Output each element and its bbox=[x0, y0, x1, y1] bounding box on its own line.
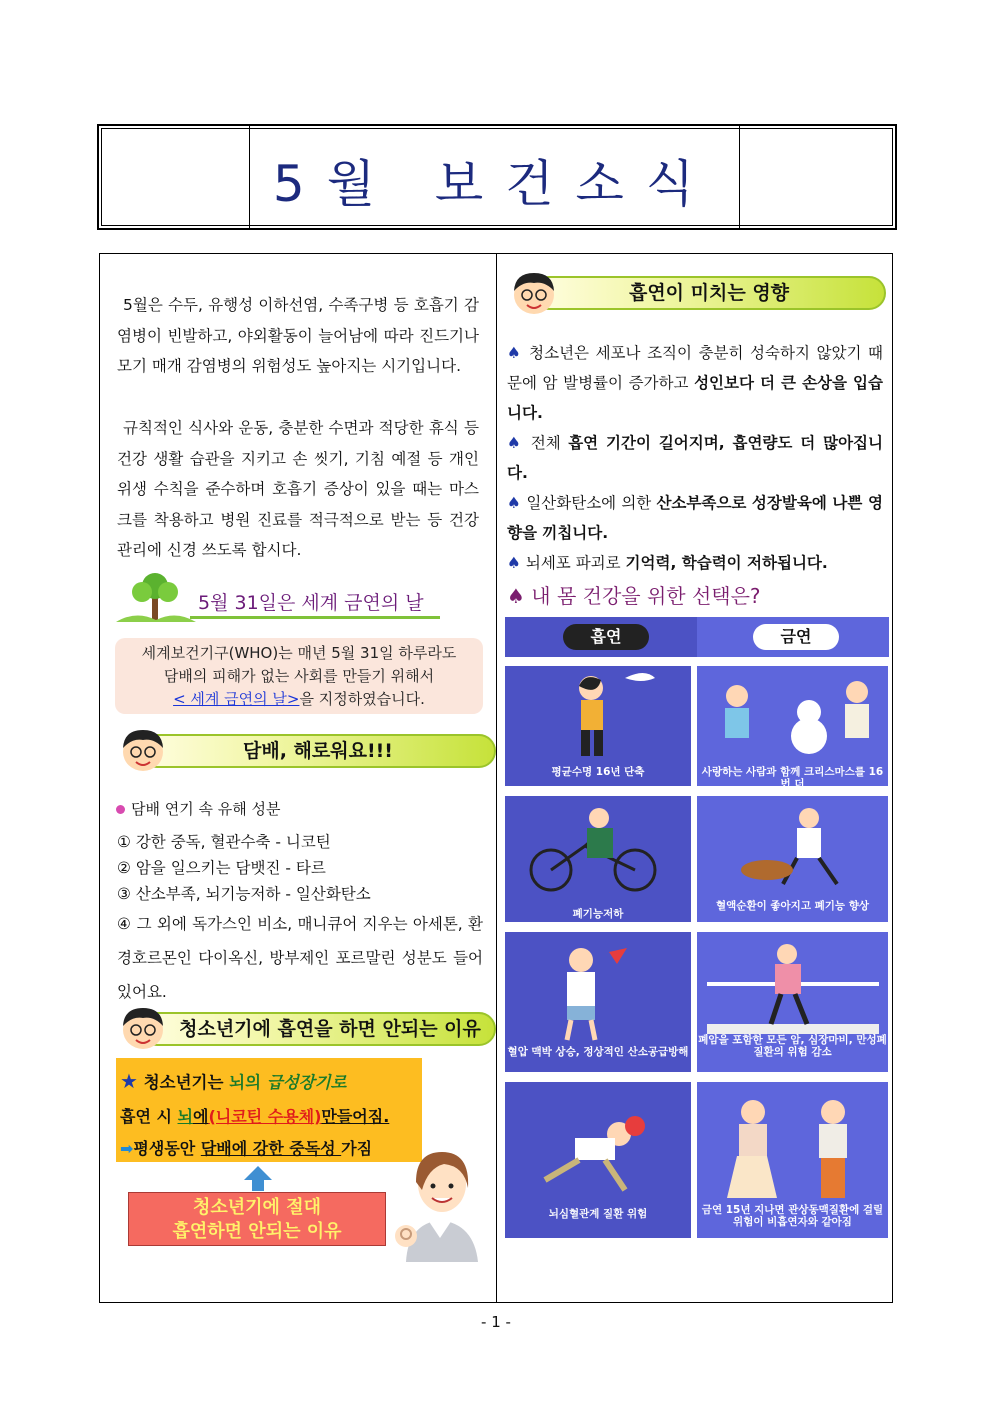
intro-paragraph-2: 규칙적인 식사와 운동, 충분한 수면과 적당한 휴식 등 건강 생활 습관을 지키고 손 씻기, 기침 예절 등 개인위생 수칙을 준수하며 호흡기 증상이 있을 때는 마스크를 착용하고 병원 진료를 적극적으로 받는 등 건강관리에 신경 쓰도록 합시다. bbox=[117, 419, 479, 559]
effect-bullet-3 bbox=[507, 488, 883, 548]
harmful-heading-row bbox=[116, 798, 280, 819]
nurse-illustration-icon bbox=[388, 1138, 494, 1262]
spade-icon: ♠ bbox=[507, 434, 524, 452]
effect-bullet-1 bbox=[507, 338, 883, 428]
smoking-caption-1: 평균수명 16년 단축 bbox=[551, 766, 645, 778]
student-avatar-icon bbox=[114, 1000, 172, 1058]
smoking-caption-4: 뇌심혈관계 질환 위험 bbox=[548, 1208, 648, 1220]
orange-line-3c: 가짐 bbox=[341, 1139, 373, 1158]
effect-bullet-2 bbox=[507, 428, 883, 488]
spade-icon: ♠ bbox=[507, 494, 522, 512]
quit-panel-3 bbox=[697, 932, 888, 1072]
orange-line-2d: (니코틴 수용체) bbox=[208, 1107, 322, 1126]
teen-banner-title: 청소년기에 흡연을 하면 안되는 이유 bbox=[179, 1018, 481, 1040]
effect-bullet-1b: 성인보다 더 큰 손상을 입습니다. bbox=[507, 374, 883, 422]
no-smoking-day-title: 5월 31일은 세계 금연의 날 bbox=[198, 592, 424, 614]
who-info-text bbox=[115, 642, 483, 711]
fallen-person-illustration-icon bbox=[505, 1082, 691, 1202]
who-line-2: 담배의 피해가 없는 사회를 만들기 위해서 bbox=[163, 667, 435, 685]
harmful-item-2: ② 암을 일으키는 담뱃진 - 타르 bbox=[117, 859, 326, 877]
effect-bullet-4 bbox=[507, 548, 883, 578]
effect-bullet-1a: 청소년은 세포나 조직이 충분히 성숙하지 않았기 때문에 암 발병률이 증가하고 bbox=[507, 344, 883, 392]
spade-icon: ♠ bbox=[507, 584, 525, 608]
quit-panel-1 bbox=[697, 666, 888, 790]
spade-icon: ♠ bbox=[507, 344, 523, 362]
orange-line-1b: 뇌의 bbox=[229, 1073, 267, 1092]
harmful-banner-title: 담배, 해로워요!!! bbox=[243, 740, 393, 762]
orange-line-1c: 급성장기로 bbox=[266, 1073, 347, 1092]
orange-line-1a: 청소년기는 bbox=[143, 1073, 230, 1092]
quit-caption-2: 혈액순환이 좋아지고 폐기능 향상 bbox=[716, 900, 869, 912]
harmful-item-1: ① 강한 중독, 혈관수축 - 니코틴 bbox=[117, 833, 331, 851]
orange-line-1 bbox=[120, 1069, 346, 1093]
choice-title-text: 내 몸 건강을 위한 선택은? bbox=[531, 584, 761, 608]
quit-caption-3: 폐암을 포함한 모든 암, 심장마비, 만성폐질환의 위험 감소 bbox=[698, 1034, 887, 1058]
who-line-1: 세계보건기구(WHO)는 매년 5월 31일 하루라도 bbox=[141, 644, 457, 662]
effect-bullet-4b: 기억력, 학습력이 저하됩니다. bbox=[625, 554, 828, 572]
warning-line-2: 흡연하면 안되는 이유 bbox=[172, 1221, 342, 1242]
quit-caption-4: 금연 15년 지나면 관상동맥질환에 걸릴 위험이 비흡연자와 같아짐 bbox=[701, 1204, 884, 1228]
orange-line-2e: 만들어짐. bbox=[321, 1107, 390, 1126]
orange-line-3 bbox=[120, 1136, 372, 1159]
walking-illustration-icon bbox=[697, 932, 888, 1038]
smoking-caption-3: 혈압 맥박 상승, 정상적인 산소공급방해 bbox=[507, 1046, 689, 1058]
quit-caption-1: 사랑하는 사람과 함께 크리스마스를 16번 더 bbox=[701, 766, 884, 790]
who-line-3-rest: 을 지정하였습니다. bbox=[299, 690, 425, 708]
orange-line-3b: 담배에 강한 중독성 bbox=[200, 1139, 342, 1158]
tree-icon bbox=[116, 570, 196, 626]
page-title: 5월 보건소식 bbox=[272, 155, 717, 213]
effect-bullet-3b: 산소부족으로 성장발육에 나쁜 영향을 끼칩니다. bbox=[507, 494, 883, 542]
quit-label: 금연 bbox=[753, 624, 839, 650]
bullet-dot-icon bbox=[116, 805, 125, 814]
student-avatar-icon bbox=[505, 265, 563, 323]
headache-illustration-icon bbox=[505, 932, 691, 1042]
high-five-illustration-icon bbox=[697, 1082, 888, 1202]
who-line-3 bbox=[115, 688, 483, 711]
orange-line-2 bbox=[120, 1104, 389, 1127]
smoking-panel-1 bbox=[505, 666, 691, 786]
smoking-panel-2 bbox=[505, 796, 691, 922]
arrow-up-icon bbox=[242, 1164, 274, 1192]
effect-banner-title: 흡연이 미치는 영향 bbox=[628, 282, 790, 304]
orange-line-2a: 흡연 시 bbox=[120, 1107, 178, 1126]
no-smoking-day-link[interactable]: < 세계 금연의 날> bbox=[173, 690, 300, 708]
title-underline bbox=[190, 616, 440, 619]
quit-panel-2 bbox=[697, 796, 888, 922]
jogging-dog-illustration-icon bbox=[697, 796, 888, 896]
page-number: - 1 - bbox=[481, 1313, 511, 1331]
choice-title bbox=[507, 580, 761, 609]
smoking-caption-2: 폐기능저하 bbox=[572, 908, 624, 920]
infographic-header bbox=[505, 617, 889, 657]
arrow-right-icon: ➡ bbox=[120, 1139, 134, 1158]
harmful-item-3: ③ 산소부족, 뇌기능저하 - 일산화탄소 bbox=[117, 885, 371, 903]
harmful-item-4: ④ 그 외에 독가스인 비소, 매니큐어 지우는 아세톤, 환경호르몬인 다이옥신, 방부제인 포르말린 성분도 들어 있어요. bbox=[117, 915, 483, 1001]
effect-bullet-3a: 일산화탄소에 의한 bbox=[526, 494, 657, 512]
effect-banner bbox=[532, 276, 886, 310]
intro-paragraph-1: 5월은 수두, 유행성 이하선염, 수족구병 등 호흡기 감염병이 빈발하고, 야외활동이 늘어남에 따라 진드기나 모기 매개 감염병의 위험성도 높아지는 시기입니다. bbox=[117, 296, 479, 375]
star-icon: ★ bbox=[120, 1069, 138, 1093]
warning-line-1: 청소년기에 절대 bbox=[193, 1197, 321, 1218]
student-avatar-icon bbox=[114, 722, 172, 780]
spade-icon: ♠ bbox=[507, 554, 521, 572]
smoking-label: 흡연 bbox=[563, 624, 649, 650]
effect-bullet-4a: 뇌세포 파괴로 bbox=[525, 554, 626, 572]
snowman-illustration-icon bbox=[697, 666, 888, 762]
orange-line-3a: 평생동안 bbox=[133, 1139, 201, 1158]
teen-warning-box bbox=[128, 1192, 386, 1246]
harmful-heading: 담배 연기 속 유해 성분 bbox=[131, 800, 281, 818]
bicycle-illustration-icon bbox=[505, 796, 691, 896]
smoking-panel-3 bbox=[505, 932, 691, 1072]
teen-banner bbox=[140, 1012, 496, 1046]
harmful-banner bbox=[140, 734, 496, 768]
orange-line-2c: 에 bbox=[192, 1107, 209, 1126]
effect-bullet-2b: 흡연 기간이 길어지며, 흡연량도 더 많아집니다. bbox=[507, 434, 884, 482]
title-divider-right bbox=[739, 126, 740, 228]
smoker-illustration-icon bbox=[505, 666, 691, 762]
title-table bbox=[97, 124, 897, 230]
smoking-panel-4 bbox=[505, 1082, 691, 1238]
column-divider bbox=[496, 253, 497, 1303]
effect-bullet-2a: 전체 bbox=[530, 434, 569, 452]
quit-panel-4 bbox=[697, 1082, 888, 1238]
orange-line-2b: 뇌 bbox=[177, 1107, 193, 1126]
